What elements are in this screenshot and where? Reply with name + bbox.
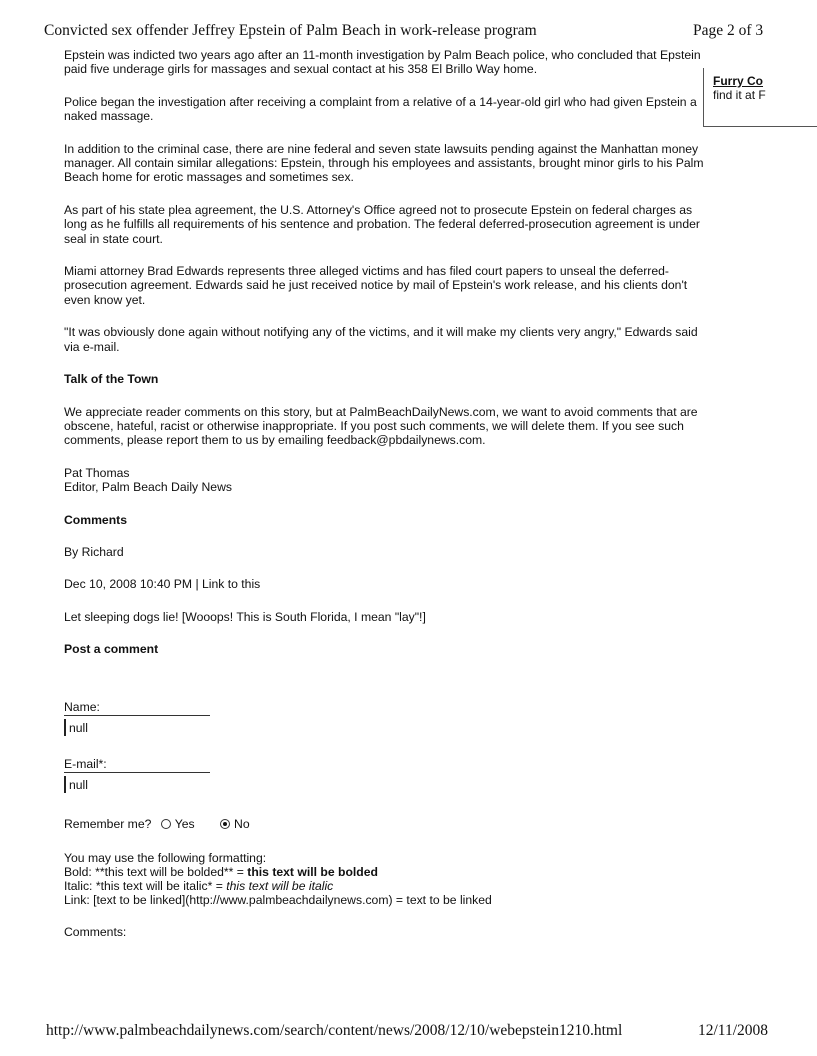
comments-field-label: Comments: — [64, 925, 127, 939]
article-paragraph: Police began the investigation after receiving a complaint from a relative of a 14-year-old girl who had given Epstein a naked massage. — [64, 94, 697, 124]
article-paragraph: Epstein was indicted two years ago after an 11-month investigation by Palm Beach police, who concluded that Epstein paid five underage girls for massages and sexual contact at his 358 El Brillo Way home. — [64, 48, 701, 77]
name-input[interactable] — [64, 719, 215, 736]
article-body — [64, 48, 704, 657]
article-paragraph: Miami attorney Brad Edwards represents three alleged victims and has filed court papers to unseal the deferred-prosecution agreement. Edwards said he just received notice by mail of Epstein's work release, and his clients don't even know yet. — [64, 264, 688, 307]
name-label: Name: — [64, 700, 100, 714]
email-label: E-mail*: — [64, 757, 107, 771]
formatting-italic — [64, 879, 333, 893]
comment-meta — [64, 577, 704, 591]
ad-title-link[interactable]: Furry Co — [713, 74, 764, 88]
article-paragraph: In addition to the criminal case, there are nine federal and seven state lawsuits pending against the Manhattan money manager. All contain similar allegations: Epstein, through his employees and assistants, brought minor girls to his Palm Beach home for erotic massages and sometimes sex. — [64, 141, 704, 185]
side-ad[interactable] — [703, 68, 817, 127]
email-input[interactable] — [64, 776, 215, 793]
comment-author: By Richard — [64, 544, 124, 559]
ad-subtitle: find it at F — [713, 88, 766, 102]
italic-prefix: Italic: *this text will be italic* = — [64, 879, 227, 893]
remember-me-row — [64, 817, 250, 831]
comments-heading: Comments — [64, 512, 127, 527]
formatting-link: Link: [text to be linked](http://www.palmbeachdailynews.com) = text to be linked — [64, 893, 492, 907]
remember-no-radio[interactable] — [220, 819, 230, 829]
link-to-this[interactable]: Link to this — [202, 577, 261, 592]
footer-date: 12/11/2008 — [698, 1022, 769, 1039]
remember-no-label[interactable]: No — [234, 817, 250, 831]
page-header-title: Convicted sex offender Jeffrey Epstein of Palm Beach in work-release program — [44, 22, 537, 39]
signature-name: Pat Thomas — [64, 465, 130, 480]
bold-example: this text will be bolded — [247, 865, 378, 879]
name-field-underline — [64, 715, 210, 716]
page-number: Page 2 of 3 — [693, 22, 764, 39]
remember-me-label: Remember me? — [64, 817, 152, 831]
article-paragraph: As part of his state plea agreement, the U.S. Attorney's Office agreed not to prosecute Epstein on federal charges as long as he fulfills all requirements of his sentence and probation. The federal deferred-prosecution agreement is under seal in state court. — [64, 202, 700, 246]
footer-url: http://www.palmbeachdailynews.com/search/content/news/2008/12/10/webepstein1210.html — [46, 1022, 623, 1039]
post-comment-heading: Post a comment — [64, 642, 159, 657]
remember-yes-radio[interactable] — [161, 819, 171, 829]
remember-yes-label[interactable]: Yes — [174, 817, 195, 831]
talk-heading: Talk of the Town — [64, 372, 159, 387]
article-paragraph: "It was obviously done again without notifying any of the victims, and it will make my clients very angry," Edwards said via e-mail. — [64, 325, 698, 354]
bold-prefix: Bold: **this text will be bolded** = — [64, 865, 248, 879]
comment-date: Dec 10, 2008 10:40 PM | — [64, 577, 202, 592]
formatting-intro: You may use the following formatting: — [64, 851, 267, 865]
talk-body: We appreciate reader comments on this story, but at PalmBeachDailyNews.com, we want to avoid comments that are obscene, hateful, racist or otherwise inappropriate. If you post such comments, we will delete them. If you see such comments, please report them to us by emailing feedback@pbdailynews.com. — [64, 404, 698, 448]
formatting-bold — [64, 865, 378, 879]
comment-text: Let sleeping dogs lie! [Wooops! This is South Florida, I mean "lay"!] — [64, 609, 426, 624]
signature-title: Editor, Palm Beach Daily News — [64, 480, 232, 495]
email-field-underline — [64, 772, 210, 773]
italic-example: this text will be italic — [226, 879, 334, 893]
